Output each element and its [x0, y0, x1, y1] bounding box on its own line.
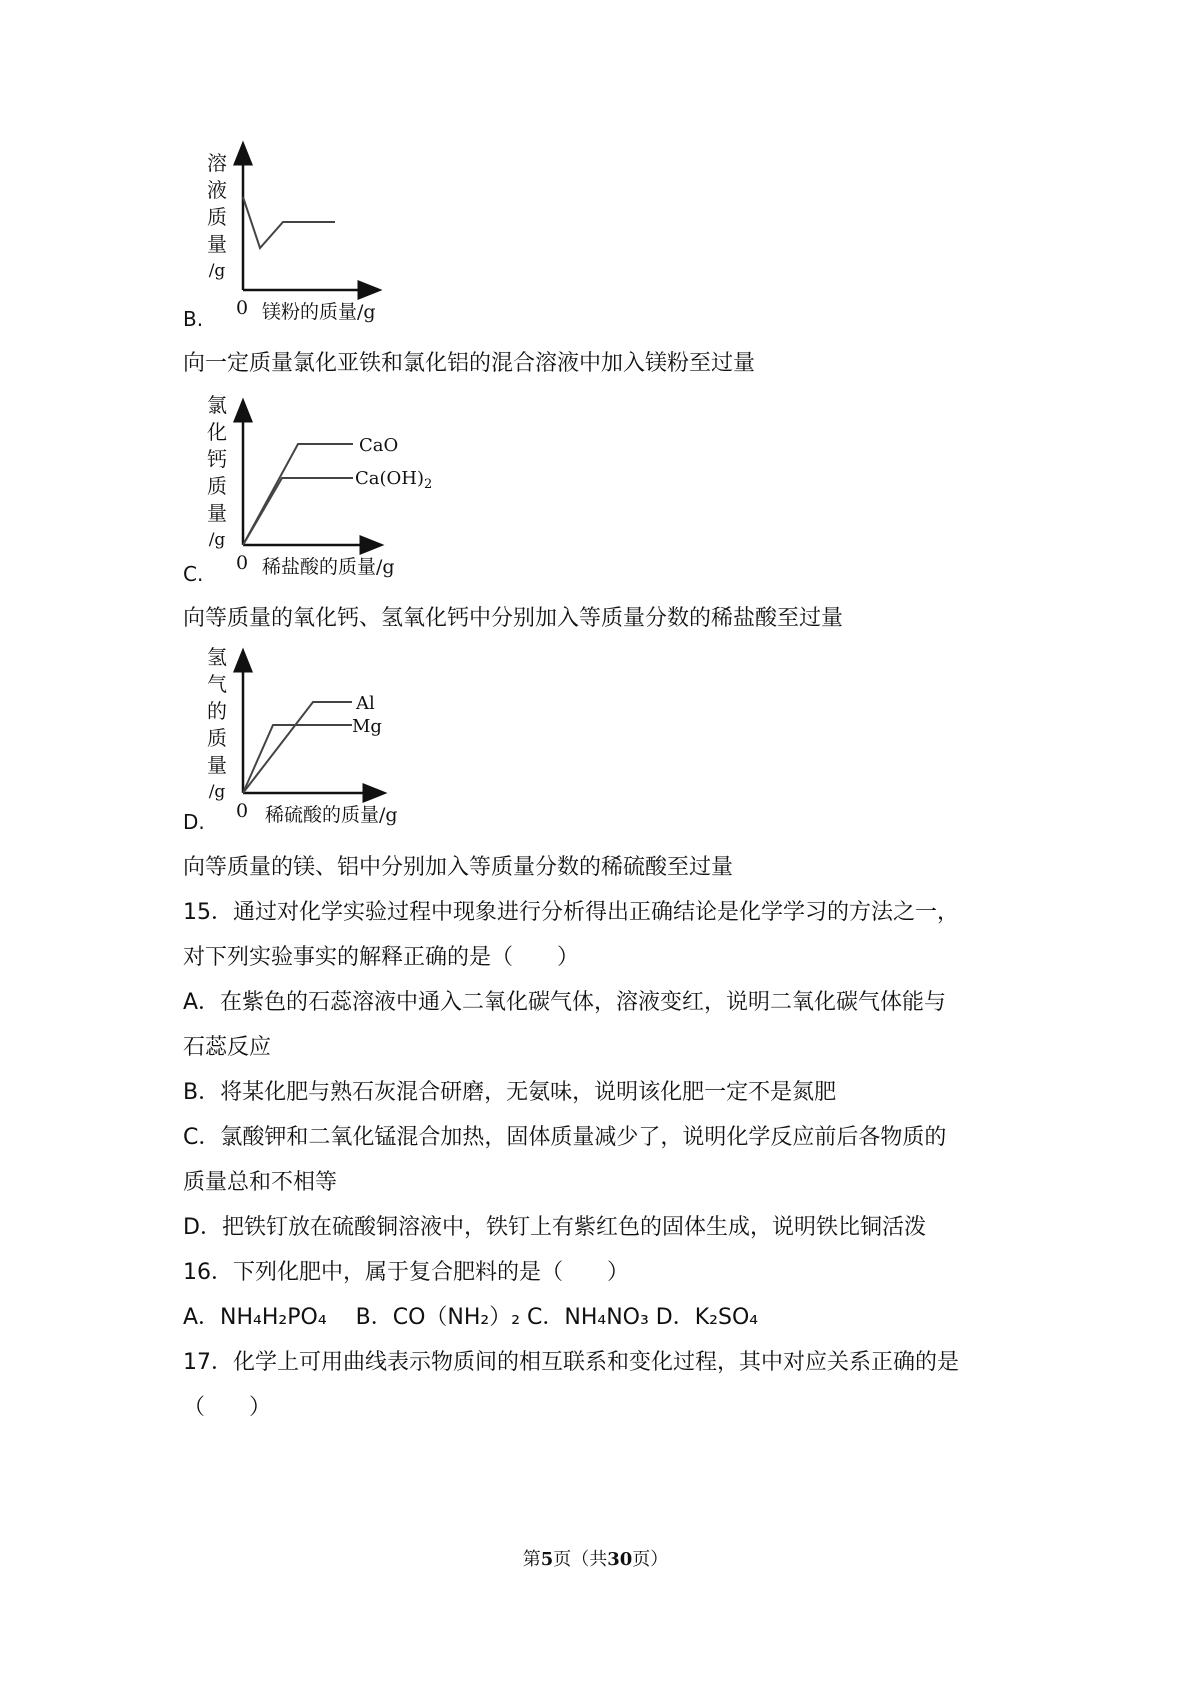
q15-stem-line-2: 对下列实验事实的解释正确的是（ ） [183, 945, 580, 970]
page-footer [0, 1545, 1191, 1571]
figure-c-caption: 向等质量的氧化钙、氢氧化钙中分别加入等质量分数的稀盐酸至过量 [183, 606, 844, 631]
q17-stem: 17．化学上可用曲线表示物质间的相互联系和变化过程，其中对应关系正确的是 [183, 1350, 959, 1375]
figure-c-x-axis-label: 稀盐酸的质量/g [262, 556, 395, 578]
q15-option-d: D．把铁钉放在硫酸铜溶液中，铁钉上有紫红色的固体生成，说明铁比铜活泼 [183, 1215, 926, 1240]
footer-suffix: 页） [632, 1549, 669, 1570]
figure-c-caoh2-subscript: 2 [424, 477, 433, 492]
figure-d-al-line [243, 702, 352, 793]
q15-option-c-line-1: C．氯酸钾和二氧化锰混合加热，固体质量减少了，说明化学反应前后各物质的 [183, 1125, 947, 1150]
figure-c-caoh2-text: Ca(OH) [355, 468, 425, 489]
footer-mid: 页（共 [553, 1549, 608, 1570]
q15-stem-line-1: 15．通过对化学实验过程中现象进行分析得出正确结论是化学学习的方法之一， [183, 900, 959, 925]
figure-c-cao-label: CaO [359, 435, 399, 456]
figure-d-x-axis-label: 稀硫酸的质量/g [265, 804, 398, 826]
q16-options: A．NH₄H₂PO₄ B．CO（NH₂）₂ C．NH₄NO₃ D．K₂SO₄ [183, 1305, 759, 1330]
figure-d-option-letter: D. [183, 810, 205, 834]
figure-d-caption: 向等质量的镁、铝中分别加入等质量分数的稀硫酸至过量 [183, 855, 734, 880]
figure-c-origin: 0 [236, 552, 249, 574]
footer-page-number: 5 [540, 1549, 554, 1570]
figure-d-y-axis-label: 氢 气 的 质 量 /g [207, 645, 227, 802]
figure-d-mg-label: Mg [352, 716, 382, 737]
q15-option-b: B．将某化肥与熟石灰混合研磨，无氨味，说明该化肥一定不是氮肥 [183, 1080, 837, 1105]
figure-b-origin: 0 [236, 297, 249, 319]
figure-b-x-axis-label: 镁粉的质量/g [262, 301, 376, 323]
figure-c-y-axis-label: 氯 化 钙 质 量 /g [207, 393, 227, 550]
footer-prefix: 第 [522, 1549, 541, 1570]
figure-c-option-letter: C. [183, 562, 204, 586]
q15-option-a-line-1: A．在紫色的石蕊溶液中通入二氧化碳气体，溶液变红，说明二氧化碳气体能与 [183, 990, 947, 1015]
q15-option-a-line-2: 石蕊反应 [183, 1035, 272, 1060]
figure-b-option-letter: B. [183, 307, 204, 331]
q16-stem: 16．下列化肥中，属于复合肥料的是（ ） [183, 1260, 629, 1285]
figure-d-origin: 0 [236, 800, 249, 822]
figure-b-y-axis-label: 溶 液 质 量 /g [207, 151, 227, 281]
figure-d-mg-line [243, 725, 352, 793]
figure-d-al-label: Al [356, 693, 375, 714]
footer-total-pages: 30 [607, 1549, 633, 1570]
q15-option-c-line-2: 质量总和不相等 [183, 1170, 338, 1195]
figure-b-caption: 向一定质量氯化亚铁和氯化铝的混合溶液中加入镁粉至过量 [183, 351, 756, 376]
q17-answer-paren: （ ） [183, 1395, 272, 1420]
